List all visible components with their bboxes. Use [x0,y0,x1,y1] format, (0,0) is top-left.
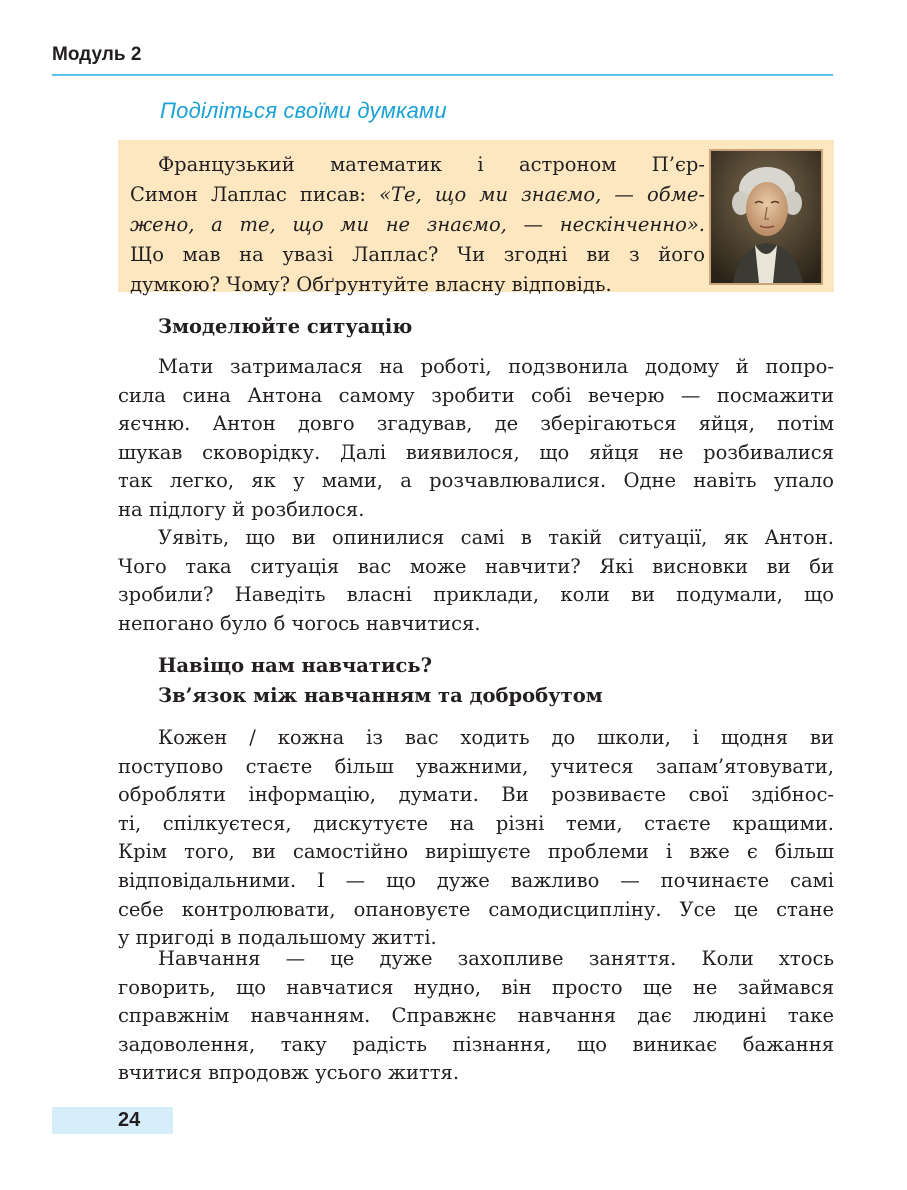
text-line: говорить, що навчатися нудно, він просто ще не займався [118,975,834,999]
model-paragraph-2 [118,524,834,638]
text-line: непогано було б чогось навчитися. [118,611,481,635]
model-section [118,312,834,342]
learning-paragraph-1 [118,724,834,953]
page-number-box [52,1107,173,1134]
model-paragraph-1 [118,353,834,525]
quote-line: Що мав на увазі Лаплас? Чи згодні ви з його [130,243,705,266]
text-line: яєчню. Антон довго згадував, де зберігаються яйця, потім [118,412,834,436]
text-line: ті, спілкуєтеся, дискутуєте на різні теми, стаєте кращими. [118,811,834,835]
text-line: Уявіть, що ви опинилися самі в такій ситуації, як Антон. [158,526,834,549]
quote-line: Французький математик і астроном П’єр- [158,153,705,176]
text-line: сила сина Антона самому зробити собі вечерю — посмажити [118,383,834,407]
text-line: відповідальними. І — що дуже важливо — починаєте самі [118,868,834,892]
text-line: Крім того, ви самостійно вирішуєте проблеми і вже є більш [118,840,834,864]
learning-subheading: Зв’язок між навчанням та добробутом [158,684,603,707]
quote-line: Симон Лаплас писав: «Те, що ми знаємо, — обме- [130,183,705,206]
text-line: справжнім навчанням. Справжнє навчання дає людині таке [118,1004,834,1028]
text-line: зробили? Наведіть власні приклади, коли ви подумали, що [118,583,834,607]
quote-box [118,140,834,296]
text-line: шукав сковорідку. Далі виявилося, що яйця не розбивалися [118,440,834,464]
quote-line: жено, а те, що ми не знаємо, — нескінченно». [130,213,705,236]
text-line: Кожен / кожна із вас ходить до школи, і щодня ви [158,726,834,749]
text-line: вчитися впродовж усього життя. [118,1061,460,1085]
text-line: задоволення, таку радість пізнання, що виникає бажання [118,1032,834,1056]
model-heading: Змоделюйте ситуацію [158,315,413,338]
text-line: обробляти інформацію, думати. Ви розвиваєте свої здібнос- [118,783,834,807]
page-number: 24 [118,1109,141,1131]
text-line: на підлогу й розбилося. [118,497,365,521]
module-label: Модуль 2 [52,44,142,65]
text-line: у пригоді в подальшому житті. [118,926,437,950]
section-title: Поділіться своїми думками [160,98,447,123]
text-line: поступово стаєте більш уважними, учитеся запам’ятовувати, [118,754,834,778]
text-line: Навчання — це дуже захопливе заняття. Коли хтось [158,947,834,970]
learning-paragraph-2 [118,945,834,1088]
learning-heading: Навіщо нам навчатись? [158,654,432,677]
text-line: Чого така ситуація вас може навчити? Які висновки ви би [118,554,834,578]
page-header [52,44,833,76]
quote-line: думкою? Чому? Обґрунтуйте власну відповідь. [130,273,612,296]
text-line: так легко, як у мами, а розчавлювалися. Одне навіть упало [118,469,834,493]
quote-text [130,150,705,300]
learning-section [118,651,834,711]
text-line: Мати затрималася на роботі, подзвонила додому й попро- [158,355,834,378]
text-line: себе контролювати, опановуєте самодисципліну. Усе це стане [118,897,834,921]
laplace-portrait [709,149,823,285]
